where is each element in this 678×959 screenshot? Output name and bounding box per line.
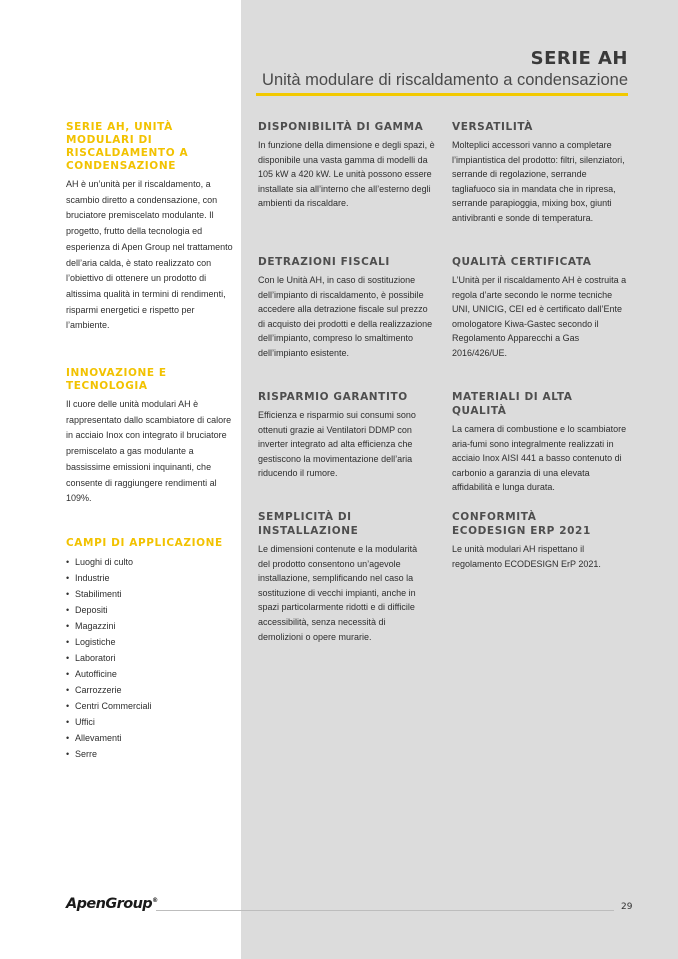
series-subtitle: Unità modulare di riscaldamento a condensazione <box>262 71 628 89</box>
innovation-text: Il cuore delle unità modulari AH è rappresentato dallo scambiatore di calore in acciaio Inox con integrato il bruciatore premiscelato a gas modulante a bassissime emissioni inquinanti, che consente di raggiungere rendimenti al 109%. <box>66 399 232 504</box>
bullet-icon: • <box>66 605 70 615</box>
list-item-label: Centri Commerciali <box>75 701 152 711</box>
section-title: RISPARMIO GARANTITO <box>258 391 408 403</box>
list-item-label: Serre <box>75 749 98 759</box>
section-text: Efficienza e risparmio sui consumi sono ottenuti grazie ai Ventilatori DDMP con inverter integrato ad alta efficienza che gestiscono la movimentazione dell’aria riducendo il rumore. <box>258 410 416 479</box>
page-header <box>262 48 628 90</box>
section-title: DISPONIBILITÀ DI GAMMA <box>258 121 424 133</box>
list-item-label: Industrie <box>75 573 110 583</box>
list-item-label: Luoghi di culto <box>75 557 134 567</box>
registered-mark: ® <box>152 897 158 905</box>
footer-divider <box>156 910 614 911</box>
section-semplicita <box>258 510 428 644</box>
list-item-label: Logistiche <box>75 637 116 647</box>
innovation-section <box>66 367 234 507</box>
innovation-title: INNOVAZIONE E TECNOLOGIA <box>66 367 167 392</box>
header-divider <box>256 93 628 96</box>
section-title: VERSATILITÀ <box>452 121 533 133</box>
list-item-label: Uffici <box>75 717 95 727</box>
list-item <box>66 570 234 586</box>
section-title: QUALITÀ CERTIFICATA <box>452 256 592 268</box>
bullet-icon: • <box>66 669 70 679</box>
list-item-label: Magazzini <box>75 621 116 631</box>
list-item <box>66 714 234 730</box>
section-conformita <box>452 510 602 571</box>
applications-title: CAMPI DI APPLICAZIONE <box>66 537 223 549</box>
section-text: Con le Unità AH, in caso di sostituzione dell’impianto di riscaldamento, è possibile accedere alla detrazione fiscale sul prezzo di acquisto dei prodotti e della realizzazione dell’impianto, compreso lo smaltimento dell’impianto esistente. <box>258 275 433 358</box>
list-item-label: Stabilimenti <box>75 589 122 599</box>
section-title: SEMPLICITÀ DI INSTALLAZIONE <box>258 511 359 537</box>
section-text: Le dimensioni contenute e la modularità del prodotto consentono un’agevole installazione, semplificando nel caso la sostituzione di vecchi impianti, anche in spazi particolarmente ridotti e di difficile accessibilità, senza necessità di demolizioni o opere murarie. <box>258 544 418 642</box>
bullet-icon: • <box>66 621 70 631</box>
section-title: MATERIALI DI ALTA QUALITÀ <box>452 391 573 417</box>
section-risparmio <box>258 390 436 481</box>
list-item-label: Depositi <box>75 605 108 615</box>
list-item <box>66 698 234 714</box>
list-item <box>66 650 234 666</box>
list-item <box>66 730 234 746</box>
bullet-icon: • <box>66 573 70 583</box>
bullet-icon: • <box>66 637 70 647</box>
bullet-icon: • <box>66 653 70 663</box>
section-text: In funzione della dimensione e degli spazi, è disponibile una vasta gamma di modelli da 105 kW a 420 kW. Le unità possono essere installate sia all’interno che all’esterno degli ambienti da riscaldare. <box>258 140 435 209</box>
intro-section <box>66 121 234 334</box>
bullet-icon: • <box>66 557 70 567</box>
list-item <box>66 602 234 618</box>
list-item-label: Allevamenti <box>75 733 122 743</box>
bullet-icon: • <box>66 701 70 711</box>
bullet-icon: • <box>66 733 70 743</box>
list-item-label: Autofficine <box>75 669 117 679</box>
list-item-label: Laboratori <box>75 653 116 663</box>
bullet-icon: • <box>66 589 70 599</box>
list-item-label: Carrozzerie <box>75 685 122 695</box>
section-title: DETRAZIONI FISCALI <box>258 256 390 268</box>
section-title: CONFORMITÀ ECODESIGN ERP 2021 <box>452 511 591 537</box>
bullet-icon: • <box>66 685 70 695</box>
list-item <box>66 554 234 570</box>
section-text: La camera di combustione e lo scambiatore aria-fumi sono integralmente realizzati in acciaio Inox AISI 441 a basso contenuto di carbonio a garanzia di una elevata affidabilità e lunga durata. <box>452 424 627 493</box>
series-title: SERIE AH <box>530 48 628 69</box>
section-versatilita <box>452 120 630 226</box>
list-item <box>66 634 234 650</box>
list-item <box>66 666 234 682</box>
applications-section <box>66 537 234 762</box>
section-detrazioni <box>258 255 436 361</box>
section-disponibilita <box>258 120 436 211</box>
bullet-icon: • <box>66 749 70 759</box>
section-text: Molteplici accessori vanno a completare l’impiantistica del prodotto: filtri, silenziatori, serrande di regolazione, serrande tagliafuoco sia in mandata che in ripresa, serrande parapioggia, mixing box, giunti antivibranti e sonde di temperatura. <box>452 140 625 223</box>
list-item <box>66 682 234 698</box>
list-item <box>66 586 234 602</box>
section-materiali <box>452 390 630 495</box>
section-qualita <box>452 255 630 361</box>
section-text: L’Unità per il riscaldamento AH è costruita a regola d’arte secondo le norme tecniche UNI, UNICIG, CEI ed è certificato dall’Ente omologatore Kiwa-Gastec secondo il Regolamento Apparecchi a Gas 2016/426/UE. <box>452 275 627 358</box>
applications-list <box>66 554 234 762</box>
list-item <box>66 618 234 634</box>
intro-title: SERIE AH, UNITÀ MODULARI DI RISCALDAMENTO A CONDENSAZIONE <box>66 121 189 172</box>
intro-text: AH è un’unità per il riscaldamento, a scambio diretto a condensazione, con bruciatore premiscelato modulante. Il progetto, frutto della tecnologia ed esperienza di Apen Group nel trattamento dell’aria calda, è stato realizzato con l’obiettivo di ottenere un prodotto di altissima qualità in termini di rendimenti, risparmi energetici e rispetto per l’ambiente. <box>66 179 233 331</box>
bullet-icon: • <box>66 717 70 727</box>
section-text: Le unità modulari AH rispettano il regolamento ECODESIGN ErP 2021. <box>452 544 601 569</box>
list-item <box>66 746 234 762</box>
page-number: 29 <box>621 902 633 912</box>
apen-group-logo <box>66 896 157 912</box>
logo-text: ApenGroup <box>66 896 153 912</box>
